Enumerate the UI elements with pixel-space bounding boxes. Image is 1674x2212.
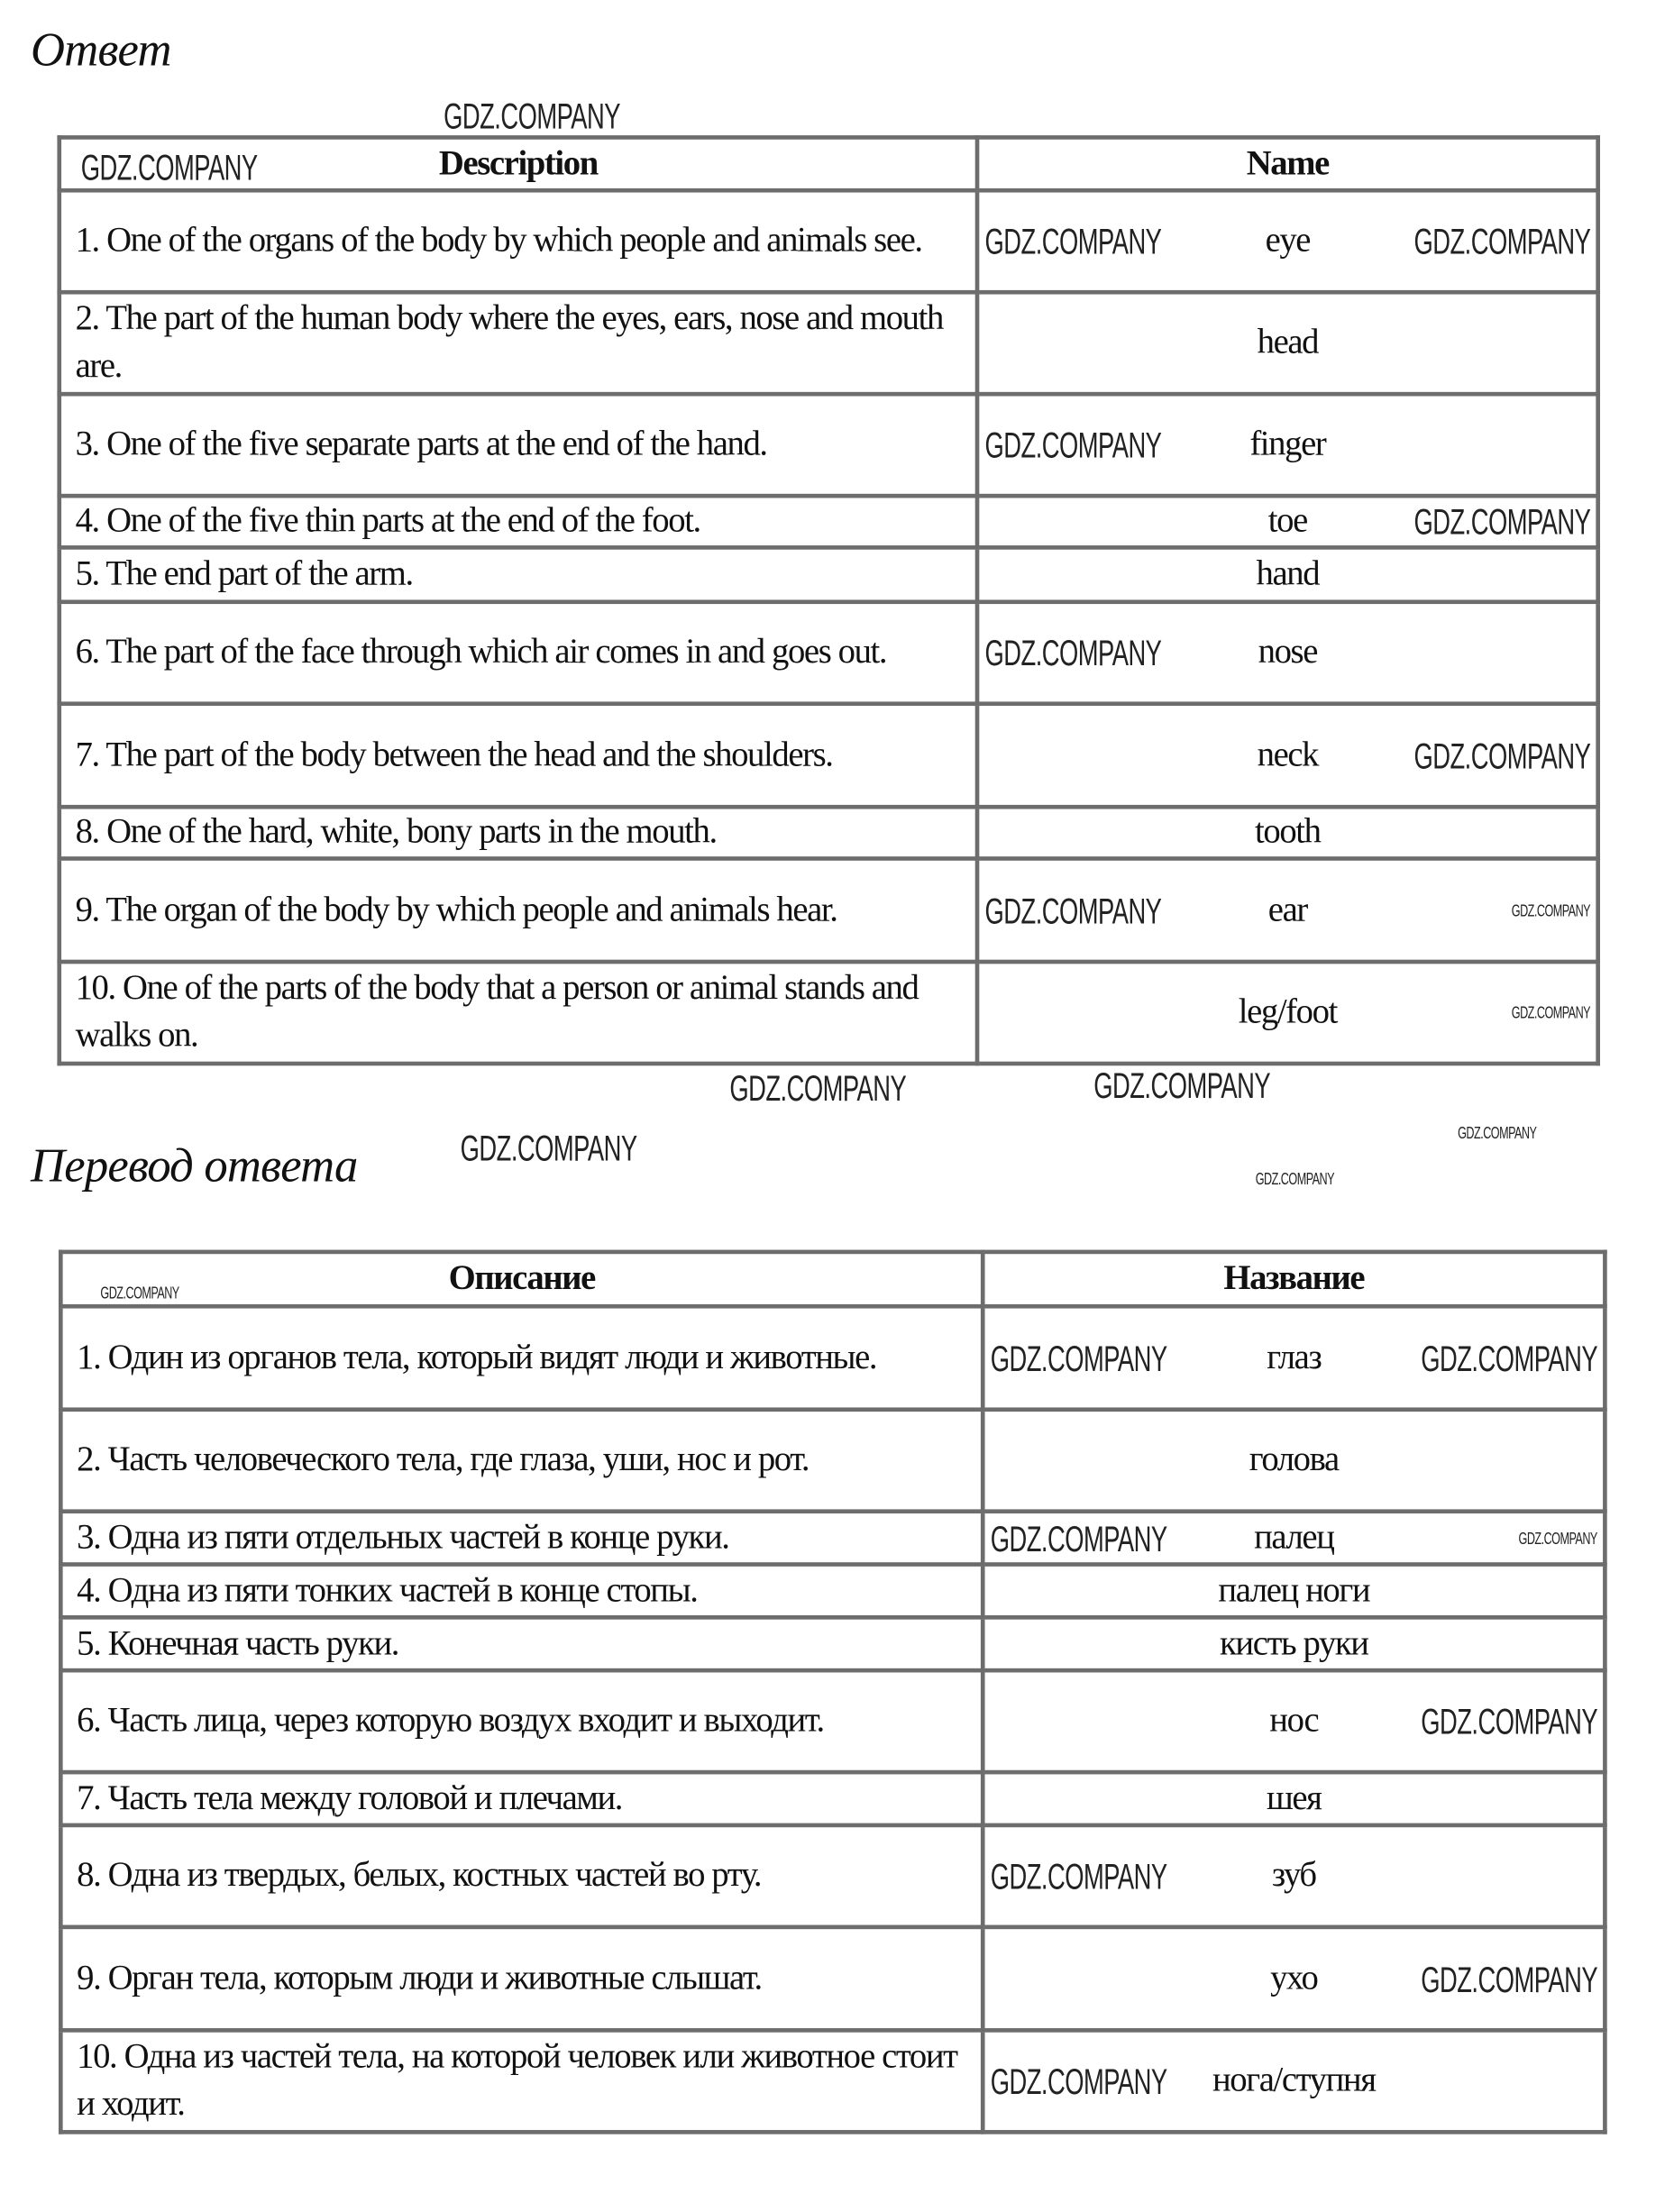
answer-title: Ответ — [31, 24, 171, 78]
name-cell-wrap — [993, 732, 1591, 780]
description-cell: 6. The part of the face through which air comes in and goes out. — [59, 602, 977, 704]
name-cell-wrap — [999, 1775, 1589, 1823]
name-cell: нос — [1269, 1701, 1319, 1740]
watermark: GDZ.COMPANY — [729, 1066, 907, 1110]
watermark: GDZ.COMPANY — [1413, 734, 1591, 777]
table-row — [60, 1410, 1605, 1512]
description-cell: 6. Часть лица, через которую воздух входит и выходит. — [60, 1670, 983, 1772]
watermark: GDZ.COMPANY — [1511, 1002, 1591, 1023]
name-cell-container — [983, 1565, 1605, 1618]
name-cell-container — [983, 1306, 1605, 1410]
name-cell-wrap — [999, 1568, 1589, 1615]
watermark: GDZ.COMPANY — [984, 889, 1162, 931]
name-cell-wrap — [990, 1852, 1589, 1900]
description-cell: 4. One of the five thin parts at the end of the foot. — [59, 496, 977, 547]
name-cell: голова — [1249, 1440, 1339, 1479]
name-cell-wrap — [999, 1437, 1589, 1485]
description-header: Description — [59, 137, 977, 190]
name-cell: глаз — [1267, 1338, 1322, 1376]
name-cell: leg/foot — [1238, 992, 1337, 1031]
description-cell: 5. Конечная часть руки. — [60, 1617, 983, 1670]
watermark: GDZ.COMPANY — [1093, 1064, 1271, 1107]
watermark: GDZ.COMPANY — [444, 95, 620, 137]
name-cell-wrap — [984, 217, 1591, 265]
table-row — [59, 394, 1598, 496]
table-row — [59, 704, 1598, 808]
watermark: GDZ.COMPANY — [990, 1516, 1167, 1559]
name-cell: ear — [1267, 891, 1307, 928]
table-row — [59, 858, 1598, 962]
table-row — [60, 1927, 1605, 2031]
name-header: Название — [983, 1252, 1605, 1306]
table-row — [59, 807, 1598, 858]
name-cell: ухо — [1270, 1959, 1318, 1997]
table-row — [59, 292, 1598, 394]
name-cell-wrap — [993, 319, 1582, 367]
description-cell: 5. The end part of the arm. — [59, 547, 977, 601]
watermark: GDZ.COMPANY — [1255, 1168, 1335, 1189]
table-row — [60, 1306, 1605, 1410]
translation-title: Перевод ответа — [31, 1140, 358, 1193]
description-cell: 2. Часть человеческого тела, где глаза, уши, нос и рот. — [60, 1410, 983, 1512]
name-cell-container — [977, 602, 1598, 704]
name-cell-wrap — [990, 2058, 1589, 2106]
description-cell: 4. Одна из пяти тонких частей в конце стопы. — [60, 1565, 983, 1618]
watermark: GDZ.COMPANY — [1413, 500, 1591, 543]
name-cell-container — [983, 1825, 1605, 1927]
description-cell: 9. The organ of the body by which people and animals hear. — [59, 858, 977, 962]
watermark: GDZ.COMPANY — [1421, 1700, 1597, 1742]
watermark: GDZ.COMPANY — [1511, 900, 1591, 920]
watermark: GDZ.COMPANY — [984, 220, 1162, 262]
watermark: GDZ.COMPANY — [100, 1283, 179, 1303]
description-cell: 1. Один из органов тела, который видят люди и животные. — [60, 1306, 983, 1410]
translation-header-row — [60, 1252, 1605, 1306]
name-header: Name — [977, 137, 1598, 190]
description-cell: 8. Одна из твердых, белых, костных частей во рту. — [60, 1825, 983, 1927]
answer-header-row — [59, 137, 1598, 190]
name-cell-container — [977, 394, 1598, 496]
name-cell-container — [977, 190, 1598, 292]
watermark: GDZ.COMPANY — [1458, 1122, 1537, 1143]
translation-table — [59, 1250, 1607, 2134]
watermark: GDZ.COMPANY — [990, 2060, 1167, 2103]
name-cell-container — [983, 2030, 1605, 2132]
description-cell: 3. One of the five separate parts at the end of the hand. — [59, 394, 977, 496]
table-row — [60, 1825, 1605, 1927]
description-cell: 9. Орган тела, которым люди и животные слышат. — [60, 1927, 983, 2031]
watermark: GDZ.COMPANY — [1413, 220, 1591, 262]
description-cell: 7. Часть тела между головой и плечами. — [60, 1772, 983, 1825]
name-cell-container — [983, 1410, 1605, 1512]
name-cell-container — [983, 1512, 1605, 1565]
description-cell: 2. The part of the human body where the eyes, ears, nose and mouth are. — [59, 292, 977, 394]
watermark: GDZ.COMPANY — [984, 424, 1162, 466]
name-cell-container — [977, 704, 1598, 808]
name-cell-wrap — [984, 629, 1582, 677]
table-row — [60, 2030, 1605, 2132]
name-cell: nose — [1258, 633, 1318, 672]
name-cell-wrap — [993, 989, 1591, 1037]
name-cell-container — [977, 807, 1598, 858]
watermark: GDZ.COMPANY — [990, 1855, 1167, 1897]
name-cell-wrap — [993, 551, 1582, 599]
name-cell: finger — [1249, 425, 1326, 463]
name-cell-container — [977, 292, 1598, 394]
name-cell-container — [977, 496, 1598, 547]
name-cell: toe — [1267, 502, 1307, 540]
name-cell: шея — [1267, 1778, 1322, 1817]
name-cell: палец ноги — [1218, 1571, 1370, 1610]
name-cell-wrap — [990, 1334, 1597, 1382]
name-cell-wrap — [990, 1514, 1597, 1562]
name-cell-wrap — [999, 1697, 1597, 1745]
name-cell-container — [983, 1927, 1605, 2031]
name-cell: tooth — [1255, 813, 1321, 851]
name-cell-wrap — [984, 886, 1591, 934]
description-cell: 8. One of the hard, white, bony parts in the mouth. — [59, 807, 977, 858]
description-cell: 3. Одна из пяти отдельных частей в конце руки. — [60, 1512, 983, 1565]
answer-table — [57, 135, 1600, 1065]
watermark: GDZ.COMPANY — [460, 1127, 637, 1169]
table-row — [60, 1670, 1605, 1772]
watermark: GDZ.COMPANY — [984, 632, 1162, 674]
name-cell-container — [983, 1772, 1605, 1825]
description-header: Описание — [60, 1252, 983, 1306]
name-cell: нога/ступня — [1212, 2061, 1376, 2099]
table-row — [60, 1617, 1605, 1670]
name-cell: eye — [1265, 222, 1311, 260]
name-cell-wrap — [993, 809, 1582, 857]
name-cell-container — [977, 547, 1598, 601]
name-cell-container — [983, 1617, 1605, 1670]
name-cell-wrap — [993, 498, 1591, 545]
table-row — [59, 962, 1598, 1064]
name-cell-container — [977, 858, 1598, 962]
name-cell: зуб — [1271, 1856, 1316, 1895]
description-cell: 7. The part of the body between the head and the shoulders. — [59, 704, 977, 808]
name-cell-wrap — [984, 421, 1582, 469]
name-cell-container — [977, 962, 1598, 1064]
table-row — [59, 602, 1598, 704]
table-row — [60, 1565, 1605, 1618]
name-cell: head — [1257, 324, 1319, 361]
watermark: GDZ.COMPANY — [1421, 1957, 1597, 2000]
name-cell: палец — [1254, 1518, 1334, 1557]
name-cell: кисть руки — [1219, 1624, 1368, 1662]
description-cell: 1. One of the organs of the body by which people and animals see. — [59, 190, 977, 292]
table-row — [59, 547, 1598, 601]
name-cell: neck — [1257, 736, 1319, 774]
watermark: GDZ.COMPANY — [990, 1337, 1167, 1379]
watermark: GDZ.COMPANY — [80, 146, 258, 188]
watermark: GDZ.COMPANY — [1421, 1337, 1597, 1379]
table-row — [60, 1772, 1605, 1825]
name-cell: hand — [1256, 554, 1320, 593]
table-row — [59, 496, 1598, 547]
description-cell: 10. One of the parts of the body that a person or animal stands and walks on. — [59, 962, 977, 1064]
name-cell-container — [983, 1670, 1605, 1772]
description-cell: 10. Одна из частей тела, на которой человек или животное стоит и ходит. — [60, 2030, 983, 2132]
name-cell-wrap — [999, 1620, 1589, 1668]
table-row — [59, 190, 1598, 292]
name-cell-wrap — [999, 1955, 1597, 2003]
table-row — [60, 1512, 1605, 1565]
watermark: GDZ.COMPANY — [1518, 1528, 1597, 1548]
